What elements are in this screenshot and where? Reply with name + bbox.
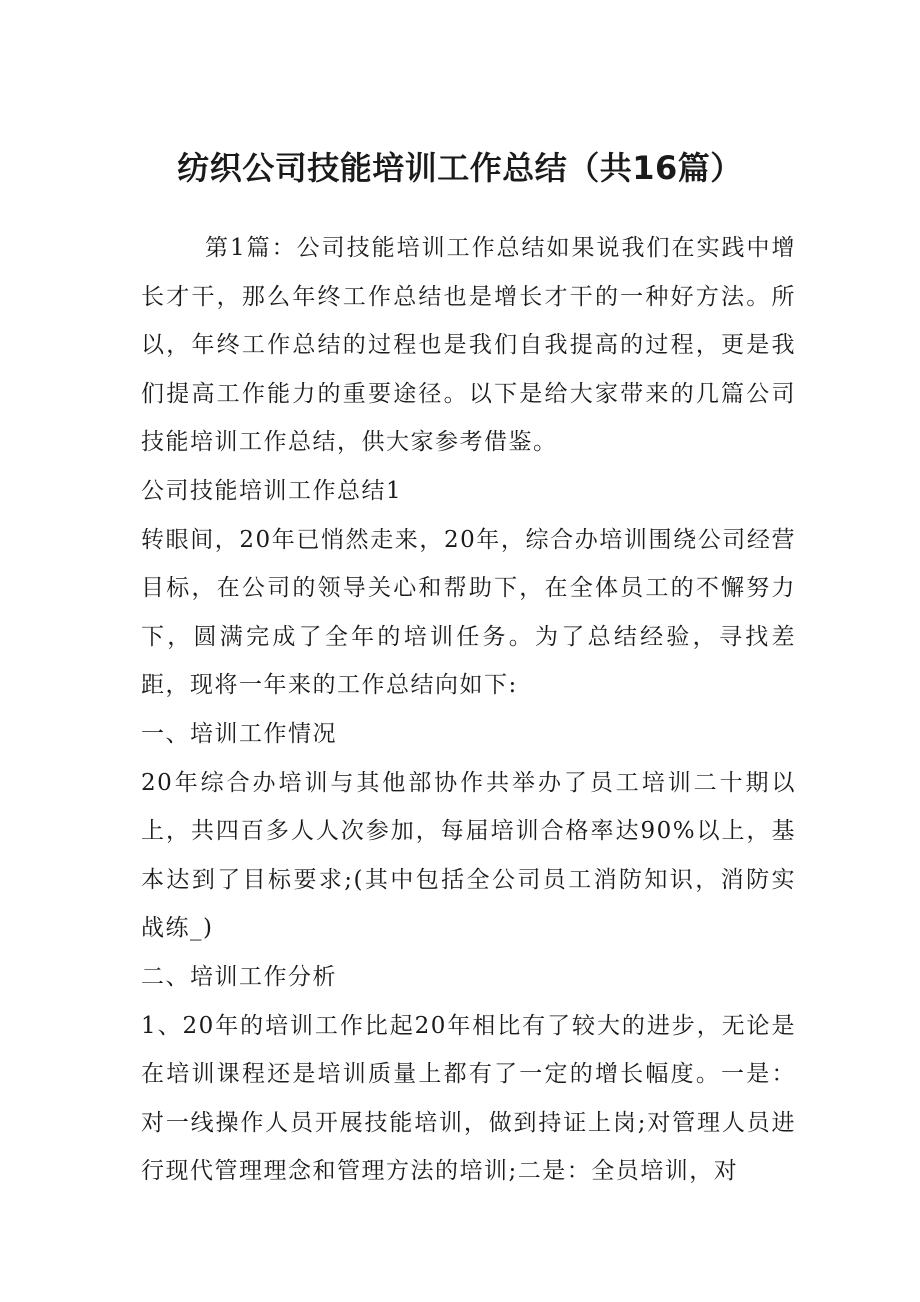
body-paragraph: 1、20年的培训工作比起20年相比有了较大的进步，无论是在培训课程还是培训质量上都有了一定的增长幅度。一是：对一线操作人员开展技能培训，做到持证上岗;对管理人员进行现代管理理念和管理方法的培训;二是：全员培训，对 — [141, 1012, 796, 1185]
section-heading-summary-1: 公司技能培训工作总结1 — [141, 477, 403, 504]
intro-paragraph: 第1篇：公司技能培训工作总结如果说我们在实践中增长才干，那么年终工作总结也是增长才干的一种好方法。所以，年终工作总结的过程也是我们自我提高的过程，更是我们提高工作能力的重要途径。以下是给大家带来的几篇公司技能培训工作总结，供大家参考借鉴。 — [141, 235, 796, 456]
document-body — [141, 224, 796, 1196]
body-paragraph: 转眼间，20年已悄然走来，20年，综合办培训围绕公司经营目标，在公司的领导关心和帮助下，在全体员工的不懈努力下，圆满完成了全年的培训任务。为了总结经验，寻找差距，现将一年来的工作总结向如下: — [141, 526, 796, 699]
section-heading-training-analysis: 二、培训工作分析 — [141, 963, 337, 990]
section-heading-training-status: 一、培训工作情况 — [141, 720, 337, 747]
body-paragraph: 20年综合办培训与其他部协作共举办了员工培训二十期以上，共四百多人人次参加，每届培训合格率达90%以上，基本达到了目标要求;(其中包括全公司员工消防知识，消防实战练_) — [141, 769, 796, 942]
document-title: 纺织公司技能培训工作总结（共16篇） — [177, 149, 743, 187]
